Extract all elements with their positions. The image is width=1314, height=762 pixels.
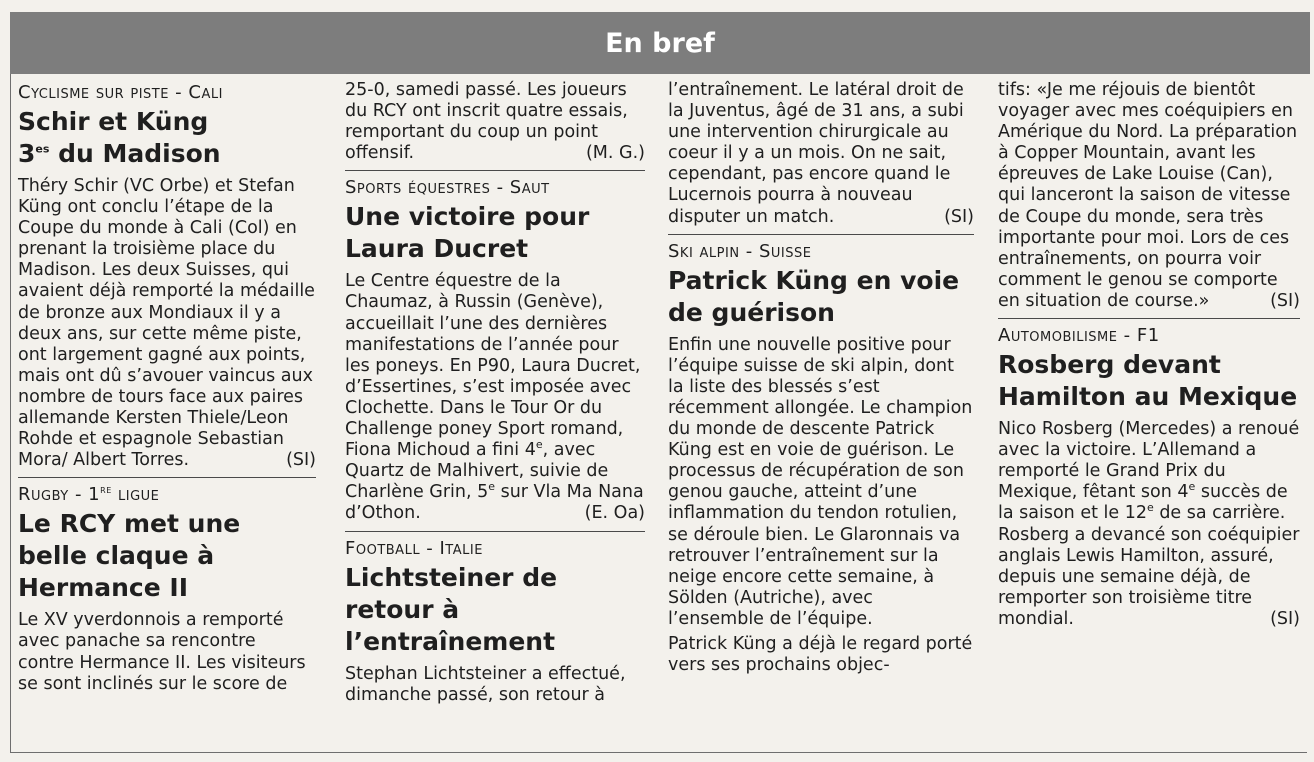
ordinal-superscript: e — [488, 480, 496, 494]
article-equestre — [345, 177, 645, 524]
article-headline — [18, 106, 316, 170]
article-kicker: Automobilisme - F1 — [998, 325, 1160, 347]
article-headline: Rosberg devant Hamilton au Mexique — [998, 350, 1298, 412]
column-3 — [668, 80, 974, 748]
article-text: tifs: «Je me réjouis de bientôt voyager avec mes coéquipiers en Amérique du Nord. La préparation à Copper Mountain, avant les épreuves de Lake Louise (Can), qui lanceront la saison de vitesse de Coupe du monde, sera très importante pour moi. Lors de ces entraînements, on pourra voir comment le genou se comporte en situation de course.» — [998, 80, 1298, 311]
article-rugby — [18, 484, 316, 694]
article-text: , avec Quartz de Malhivert, suivie de Charlène Grin, 5 — [345, 440, 609, 503]
article-text: sur Vla Ma Nana d’Othon. — [345, 482, 644, 524]
article-body — [18, 176, 316, 471]
kicker-text-end: ligue — [111, 484, 160, 506]
headline-line-1: Schir et Küng — [18, 107, 209, 136]
article-ski — [668, 241, 974, 677]
article-paragraph-1: Enfin une nouvelle positive pour l’équipe suisse de ski alpin, dont la liste des blessés s’est récemment allongée. Le champion du monde de descente Patrick Küng est en voie de guérison. Le processus de récupération de son genou gauche, atteint d’une inflammation du tendon rotulien, se déroule bien. Le Glaronnais va retrouver l’entraînement sur la neige encore cette semaine, à Sölden (Autriche), avec l’ensemble de l’équipe. — [668, 334, 973, 629]
column-2 — [345, 80, 645, 748]
article-body-start: Le XV yverdonnois a remporté avec panache sa rencontre contre Hermance II. Les visiteurs se sont inclinés sur le score de — [18, 610, 306, 694]
article-signature: (SI) — [1270, 290, 1300, 311]
headline-superscript: es — [35, 142, 50, 156]
headline-rest: du Madison — [49, 139, 221, 168]
article-text: Le Centre équestre de la Chaumaz, à Russin (Genève), accueillait l’une des dernières manifestations de l’année pour les poneys. En P90, Laura Ducret, d’Essertines, s’est imposée avec Clochette. Dans le Tour Or du Challenge poney Sport romand, Fiona Michoud a fini 4 — [345, 271, 641, 461]
article-text: l’entraînement. Le latéral droit de la Juventus, âgé de 31 ans, a subi une intervention chirurgicale au coeur il y a un mois. On ne sait, cependant, pas encore quand le Lucernois pourra à nouveau disputer un match. — [668, 80, 964, 227]
section-divider — [668, 234, 974, 235]
article-text: succès de la saison et le 12 — [998, 482, 1288, 524]
article-body — [345, 271, 645, 524]
article-headline: Le RCY met une belle claque à Hermance II — [18, 509, 241, 603]
article-body-continued — [345, 80, 645, 164]
article-headline: Patrick Küng en voie de guérison — [668, 265, 960, 327]
article-signature: (M. G.) — [585, 143, 645, 164]
article-automobilisme — [998, 325, 1300, 630]
article-text: de sa carrière. Rosberg a devancé son coéquipier anglais Lewis Hamilton, assuré, depuis une semaine déjà, de remporter son troisième titre mondial. — [998, 503, 1300, 629]
article-kicker: Cyclisme sur piste - Cali — [18, 82, 223, 103]
article-paragraph-2-start: Patrick Küng a déjà le regard porté vers ses prochains objec- — [668, 633, 973, 676]
article-text: Nico Rosberg (Mercedes) a renoué avec la victoire. L’Allemand a remporté le Grand Prix du Mexique, fêtant son 4 — [998, 419, 1300, 503]
ordinal-superscript: e — [1146, 501, 1154, 515]
article-kicker — [18, 484, 316, 506]
section-divider — [18, 477, 316, 478]
kicker-text: Rugby - 1 — [18, 484, 101, 506]
headline-line-2 — [18, 138, 316, 170]
headline-number: 3 — [18, 139, 36, 168]
article-cyclisme — [18, 82, 316, 471]
kicker-superscript: re — [100, 483, 112, 497]
article-signature: (SI) — [1270, 608, 1300, 629]
article-headline: Une victoire pour Laura Ducret — [345, 202, 590, 264]
section-divider — [345, 531, 645, 532]
article-body-start: Stephan Lichtsteiner a effectué, dimanche passé, son retour à — [345, 663, 626, 705]
article-kicker: Sports équestres - Saut — [345, 177, 550, 199]
article-headline: Lichtsteiner de retour à l’entraînement — [345, 562, 558, 656]
section-banner — [10, 12, 1310, 74]
article-kicker: Football - Italie — [345, 537, 483, 559]
article-text: 25-0, samedi passé. Les joueurs du RCY ont inscrit quatre essais, remportant du coup un point offensif. — [345, 80, 628, 164]
article-text: Théry Schir (VC Orbe) et Stefan Küng ont conclu l’étape de la Coupe du monde à Cali (Col) en prenant la troisième place du Madison. Les deux Suisses, qui avaient déjà remporté la médaille de bronze aux Mondiaux il y a deux ans, sur cette même piste, ont largement gagné aux points, mais ont dû s’avouer vaincus aux nombre de tours face aux paires allemande Kersten Thiele/Leon Rohde et espagnole Sebastian Mora/ Albert Torres. — [18, 176, 315, 471]
article-signature: (SI) — [944, 206, 974, 227]
article-body — [998, 419, 1300, 630]
section-divider — [345, 170, 645, 171]
column-1 — [18, 80, 316, 748]
article-signature: (SI) — [286, 450, 316, 471]
ordinal-superscript: e — [535, 438, 543, 452]
banner-title: En bref — [605, 27, 715, 59]
article-body-continued — [668, 80, 974, 228]
ordinal-superscript: e — [1188, 480, 1196, 494]
article-body-continued — [998, 80, 1300, 312]
column-4 — [998, 80, 1300, 748]
article-kicker: Ski alpin - Suisse — [668, 240, 812, 262]
section-divider — [998, 318, 1300, 319]
article-signature: (E. Oa) — [584, 503, 645, 524]
article-football — [345, 538, 645, 706]
